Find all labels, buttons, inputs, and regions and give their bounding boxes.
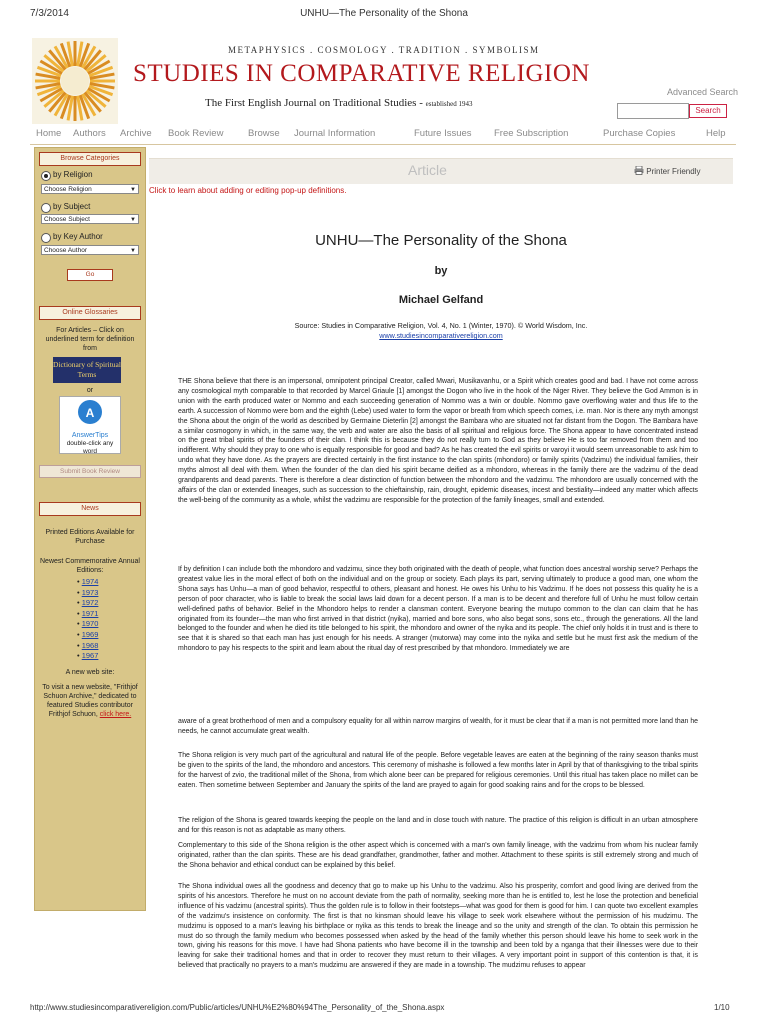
author-select[interactable]	[41, 245, 139, 255]
year-link-1971[interactable]: 1971	[81, 608, 99, 618]
chevron-down-icon: ▼	[130, 217, 136, 223]
list-item: • 1970	[77, 619, 99, 629]
list-item: • 1971	[77, 608, 99, 618]
article-author[interactable]: Michael Gelfand	[398, 294, 484, 306]
answertips-logo[interactable]	[59, 396, 121, 454]
print-footer-page: 1/10	[714, 1003, 730, 1012]
subject-select[interactable]	[41, 214, 139, 224]
article-paragraph: The religion of the Shona is geared towards keeping the people on the land and in close touch with nature. The practice of this religion is difficult in an urban atmosphere and for this reason is not as adaptable as many others.	[178, 817, 698, 834]
list-item: • 1974	[77, 577, 99, 586]
by-subject-label: by Subject	[53, 202, 91, 211]
search-button[interactable]: Search	[689, 104, 727, 118]
year-link-1974[interactable]: 1974	[81, 577, 99, 586]
article-paragraph: The Shona religion is very much part of the agricultural and natural life of the people. Before vegetable leaves are eaten at the beginning of the rainy season thanks must be given to the spirits of the land, the mhondoro and ancestors. This ceremony of mishashe is followed a few months later in April by that of thanksgiving to the tribal spirits for the harvest of zvio, the traditional millet of the Shona, from which alone beer can be prepared for religious ceremonies. Until this ritual has taken place no millet can be eaten. Then sometime between September and January the spirits of the land are prayed to again for good soaking rains and for the crops to be blessed.	[178, 752, 699, 789]
source-citation: Source: Studies in Comparative Religion, Vol. 4, No. 1 (Winter, 1970). © World Wisdom, Inc.	[294, 321, 588, 330]
answertips-subtitle: double-click any word	[66, 440, 114, 455]
nav-browse[interactable]: Browse	[248, 128, 280, 139]
article-paragraph: If by definition I can include both the mhondoro and vadzimu, since they both originated with the death of people, what function does ancestral worship serve? Perhaps the greatest value lies in the moral effect of both on the individual and on the group or society. Each plays its part, serving ultimately to produce a good man, one whom the Shona says has Unhu—a man of good behavior, respectful to others, pleasant and honest. He owes his Unhu to his Vadzimu. If he does not possess this quality he is a person of poor character, who is liable to break the social laws laid down for a decent person. If a man is to be decent and therefore full of Unhu he must follow certain well-defined paths of behavior. Belief in the Mhondoro helps to render a clansman content. Everyone bearing the mutupo common to the clan can claim that he has originated from its founder—the man who first arrived in that district (nyika), married and bore sons, who also begat sons, sons etc., through the generations. All the land belonged to the founder and when he died its title belonged to his spirit, the mhondoro and owner of the nyika and its people. The chief only holds it in trust and is there to see that it is shared so that each man has just enough for his needs. A stranger (mutorwa) may come into the nyika and settle but he must first ask the medium of the mhondoro to pay his respects to the spirit and learn about the ritual day of rest prescribed by that mhondoro. Immediately we are	[178, 566, 698, 653]
site-subtitle	[205, 97, 472, 109]
year-link-1968[interactable]: 1968	[81, 640, 99, 650]
click-here-link[interactable]: click here.	[99, 711, 132, 718]
popup-definitions-link[interactable]: Click to learn about adding or editing pop-up definitions.	[149, 186, 347, 195]
year-link-1973[interactable]: 1973	[81, 587, 99, 597]
chevron-down-icon: ▼	[130, 248, 136, 254]
browse-categories-heading: Browse Categories	[39, 152, 141, 166]
byline-by: by	[434, 265, 448, 277]
sidebar	[34, 147, 146, 911]
section-label: Article	[408, 162, 447, 178]
print-date: 7/3/2014	[30, 8, 69, 19]
by-subject-radio[interactable]	[41, 203, 51, 213]
go-button[interactable]: Go	[67, 269, 113, 281]
svg-text:A: A	[85, 406, 95, 420]
year-link-1967[interactable]: 1967	[81, 651, 99, 661]
by-religion-radio[interactable]	[41, 171, 51, 181]
printer-icon	[634, 166, 644, 175]
answertips-icon	[60, 397, 120, 427]
nav-free-subscription[interactable]: Free Subscription	[494, 128, 569, 139]
printed-editions-text: Printed Editions Available for Purchase	[45, 529, 135, 545]
subject-select-value: Choose Subject	[44, 216, 90, 223]
nav-journal-information[interactable]: Journal Information	[294, 128, 376, 139]
by-key-author-label: by Key Author	[53, 232, 103, 241]
new-website-heading: A new web site:	[65, 669, 115, 676]
list-item: • 1972	[77, 598, 99, 608]
online-glossaries-heading: Online Glossaries	[39, 306, 141, 320]
religion-select-value: Choose Religion	[44, 186, 92, 193]
nav-future-issues[interactable]: Future Issues	[414, 128, 472, 139]
year-link-1969[interactable]: 1969	[81, 629, 99, 639]
by-key-author-radio[interactable]	[41, 233, 51, 243]
print-footer-url: http://www.studiesincomparativereligion.com/Public/articles/UNHU%E2%80%94The_Personality_of_the_Shona.aspx	[30, 1003, 445, 1012]
journal-logo[interactable]	[32, 38, 118, 124]
submit-book-review-button[interactable]: Submit Book Review	[39, 465, 141, 478]
answertips-name: AnswerTips	[71, 432, 109, 439]
nav-authors[interactable]: Authors	[73, 128, 106, 139]
or-text: or	[86, 387, 94, 394]
new-website-description: To visit a new website, "Frithjof Schuon Archive," dedicated to featured Studies contributor Frithjof Schuon,	[42, 684, 138, 718]
article-paragraph: The Shona individual owes all the goodness and decency that go to make up his Unhu to the vadzimu. Also his prosperity, comfort and good living are derived from the spirits of his ancestors. Therefore he must on no account deviate from the path of normality, seeking more than he is entitled to, lest he lose the protection and beneficial influence of his vadzimu (ancestral spirits). Thus the golden rule is to follow in their footsteps—what was good for them is good for him. I can quote two excellent examples of the vadzimu's insistence on conformity. The first is that no kinsman should leave his village to seek work elsewhere without the permission of his mudzimu. The mudzimu is opposed to a man's leaving his birthplace or nyika as this tends to break the lineage and so the unity and strength of the clan. To obtain this permission he must do so through the family medium who becomes possessed when asked by the head of the family whether this person should leave his home to seek work in the town, giving his reasons for this move. I have had Shona patients who have become ill in the township and been told by a nganga that their illnesses were due to their leaving for sake their traditional homes and that in order to recover they must return to their villages. A very important point in support of this contention is that, it is believed that practically no prayers to a man's mudzimu are answered if they are made in a township. The mudzimu refuses to appear	[178, 883, 698, 970]
article-paragraph: Complementary to this side of the Shona religion is the other aspect which is concerned with a man's own family lineage, with the vadzimu from whom his nuclear family originated, rather than the clan spirits. These are his dead grandfather, grandmother, father and mother. Attachment to these spirits is still extremely strong and much of the Shona behavior and ethical conduct can be explained by this belief.	[178, 842, 698, 869]
commemorative-editions-text: Newest Commemorative Annual Editions:	[40, 558, 140, 574]
article-paragraph: THE Shona believe that there is an impersonal, omnipotent principal Creator, called Mwari, Musikavanhu, or a Spirit which creates good and bad. I have not come across any cosmological myth comparable to that recorded by Marcel Griaule [1] amongst the Dogon who live in the hook of the Niger River. They believe the God Ammon is in union with the earth produced water or Nommo and each succeeding generation of Nommo was a twin or double. Nommo gave overflowing water and thus life to the earth. A succession of Nommo were born and the eighth (Lebe) used water to form the vapor or breath from which speech comes, i.e. man. Nor is there any myth amongst the Shona about the origin of the world as described by Germaine Dieterlin [2] amongst the Bambara who are situated not far distant from the Dogon. The Bambara have a similar cosmogony in which, in the same way, the verb and water are also the basis of all spiritual and religious force. The Shona appear to have concentrated instead on the great tribal spirits of the founders of their clan. I think this is because they do not really turn to God as they believe He is too far removed from them and too indifferent. Why should they pray to one who is equally responsible for good and bad? As he has created the evil spirits or varoyi it would seem unreasonable to ask him to undo what they have done. As the prayers are directed certainly in the first instance to the clan spirits (mhondoro) or family spirits (Vadzimu) the individual families, their myths almost all deal with them. When the founder of the clan died his spirit became deified as a mhondoro, whereas in the family there are the vadzimu of the dead grandparents and dead parents. There is therefore a clear distinction of function between the mhondoro and the vadzimu. The mhondoro are usually concerned with the affairs of the clan or extended lineages, such as succession to the chieftainship, rain, drought, epidemic diseases, incest and bestiality—indeed any matter which affects the well-being of the community as a whole, whilst the vadzimu are responsible for the protection of the family lineages, small and extended.	[178, 378, 698, 504]
list-item: • 1968	[77, 640, 99, 650]
nav-home[interactable]: Home	[36, 128, 62, 139]
author-select-value: Choose Author	[44, 247, 88, 254]
news-heading: News	[39, 502, 141, 516]
article-source	[149, 321, 733, 341]
nav-divider	[30, 144, 736, 145]
site-tagline: METAPHYSICS . COSMOLOGY . TRADITION . SYMBOLISM	[228, 45, 540, 55]
nav-archive[interactable]: Archive	[120, 128, 152, 139]
main-nav	[30, 126, 736, 142]
source-url-link[interactable]: www.studiesincomparativereligion.com	[379, 331, 503, 340]
nav-purchase-copies[interactable]: Purchase Copies	[603, 128, 676, 139]
advanced-search-link[interactable]: Advanced Search	[667, 87, 739, 97]
edition-years-list	[77, 577, 98, 662]
article-title: UNHU—The Personality of the Shona	[315, 232, 567, 249]
nav-book-review[interactable]: Book Review	[168, 128, 224, 139]
established-text: established 1943	[425, 100, 473, 108]
print-title: UNHU—The Personality of the Shona	[300, 8, 468, 19]
subtitle-text: The First English Journal on Traditional Studies -	[205, 97, 423, 109]
year-link-1970[interactable]: 1970	[81, 619, 99, 629]
sunburst-logo-icon	[32, 38, 118, 124]
glossary-instructions: For Articles – Click on underlined term for definition from	[45, 327, 135, 352]
list-item: • 1967	[77, 651, 99, 661]
new-website-text	[39, 683, 141, 719]
religion-select[interactable]	[41, 184, 139, 194]
by-religion-label: by Religion	[53, 170, 93, 179]
nav-help[interactable]: Help	[706, 128, 726, 139]
list-item: • 1969	[77, 629, 99, 639]
dictionary-of-spiritual-terms-logo[interactable]: Dictionary of Spiritual Terms	[53, 357, 121, 383]
site-title[interactable]: STUDIES IN COMPARATIVE RELIGION	[133, 60, 590, 87]
list-item: • 1973	[77, 587, 99, 597]
chevron-down-icon: ▼	[130, 187, 136, 193]
printer-friendly-label: Printer Friendly	[646, 167, 701, 176]
printer-friendly-link[interactable]	[634, 166, 700, 176]
search-input[interactable]	[617, 103, 689, 119]
article-paragraph: aware of a great brotherhood of men and a compulsory equality for all within narrow margins of wealth, for it must be clear that if a man is not permitted more land than he needs, he cannot accumulate great wealth.	[178, 718, 698, 735]
year-link-1972[interactable]: 1972	[81, 598, 99, 608]
